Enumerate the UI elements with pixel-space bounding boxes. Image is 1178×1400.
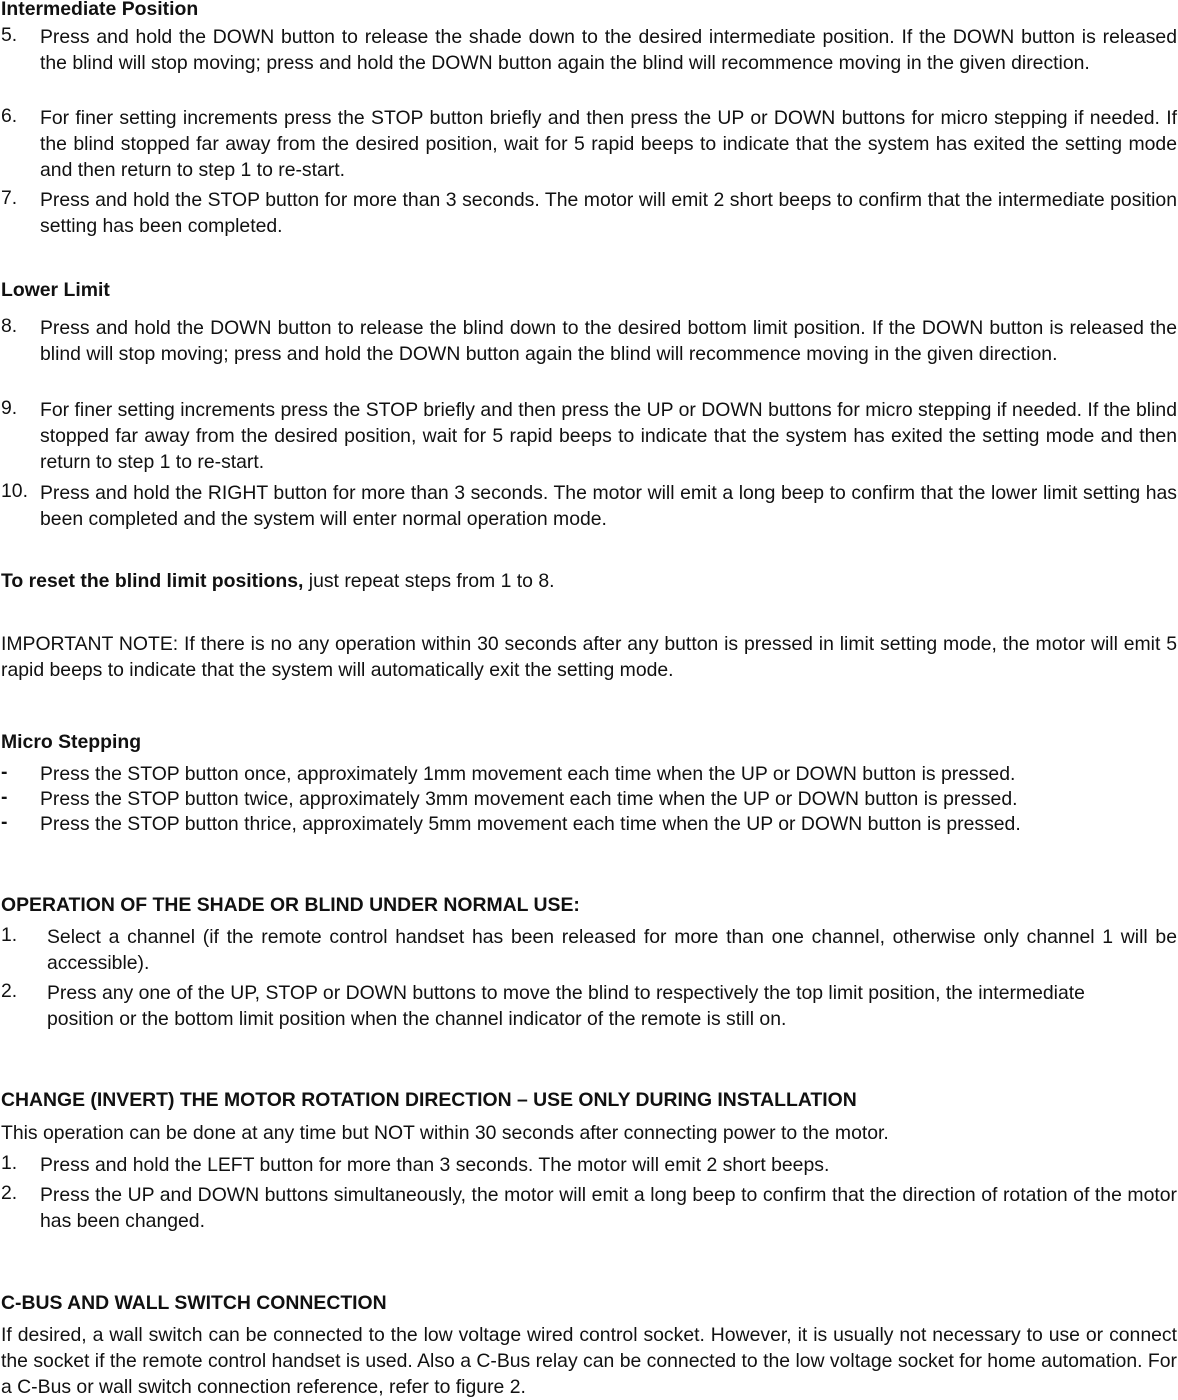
reset-instruction-bold: To reset the blind limit positions,	[1, 570, 304, 592]
bullet-dash: -	[1, 761, 8, 783]
section-heading-cbus: C-BUS AND WALL SWITCH CONNECTION	[1, 1292, 387, 1314]
step-text: Select a channel (if the remote control handset has been released for more than one channel, otherwise only channel 1 will be accessible).	[47, 926, 1177, 974]
step-number: 1.	[1, 1152, 18, 1174]
bullet-text: Press the STOP button once, approximately 1mm movement each time when the UP or DOWN button is pressed.	[40, 763, 1016, 785]
step-number: 7.	[1, 187, 18, 209]
step-text: Press and hold the LEFT button for more than 3 seconds. The motor will emit 2 short beeps.	[40, 1154, 830, 1176]
section-heading-intermediate-position: Intermediate Position	[1, 0, 199, 20]
step-number: 1.	[1, 924, 18, 946]
step-text: Press the UP and DOWN buttons simultaneously, the motor will emit a long beep to confirm that the direction of rotation of the motor has been changed.	[40, 1184, 1177, 1232]
step-text: Press any one of the UP, STOP or DOWN buttons to move the blind to respectively the top limit position, the intermediate position or the bottom limit position when the channel indicator of the remote is still on.	[47, 982, 1085, 1030]
step-text: Press and hold the STOP button for more than 3 seconds. The motor will emit 2 short beeps to confirm that the intermediate position setting has been completed.	[40, 189, 1177, 237]
section-heading-micro-stepping: Micro Stepping	[1, 731, 142, 753]
step-number: 6.	[1, 105, 18, 127]
bullet-dash: -	[1, 786, 8, 808]
section-heading-lower-limit: Lower Limit	[1, 279, 110, 301]
step-number: 5.	[1, 24, 18, 46]
section-heading-invert-direction: CHANGE (INVERT) THE MOTOR ROTATION DIRECTION – USE ONLY DURING INSTALLATION	[1, 1089, 857, 1111]
bullet-text: Press the STOP button twice, approximately 3mm movement each time when the UP or DOWN button is pressed.	[40, 788, 1018, 810]
step-number: 8.	[1, 315, 18, 337]
reset-instruction	[1, 568, 1177, 594]
invert-intro: This operation can be done at any time but NOT within 30 seconds after connecting power to the motor.	[1, 1122, 889, 1144]
step-text: Press and hold the DOWN button to release the shade down to the desired intermediate position. If the DOWN button is released the blind will stop moving; press and hold the DOWN button again the blind will recommence moving in the given direction.	[40, 26, 1177, 74]
bullet-dash: -	[1, 811, 8, 833]
section-heading-operation: OPERATION OF THE SHADE OR BLIND UNDER NORMAL USE:	[1, 894, 580, 916]
cbus-text: If desired, a wall switch can be connected to the low voltage wired control socket. However, it is usually not necessary to use or connect the socket if the remote control handset is used. Also a C-Bus relay can be connected to the low voltage socket for home automation. For a C-Bus or wall switch connection reference, refer to figure 2.	[1, 1324, 1177, 1398]
bullet-text: Press the STOP button thrice, approximately 5mm movement each time when the UP or DOWN button is pressed.	[40, 813, 1021, 835]
step-text: For finer setting increments press the STOP button briefly and then press the UP or DOWN buttons for micro stepping if needed. If the blind stopped far away from the desired position, wait for 5 rapid beeps to indicate that the system has exited the setting mode and then return to step 1 to re-start.	[40, 107, 1177, 181]
step-text: For finer setting increments press the STOP briefly and then press the UP or DOWN buttons for micro stepping if needed. If the blind stopped far away from the desired position, wait for 5 rapid beeps to indicate that the system has exited the setting mode and then return to step 1 to re-start.	[40, 399, 1177, 473]
step-text: Press and hold the DOWN button to release the blind down to the desired bottom limit position. If the DOWN button is released the blind will stop moving; press and hold the DOWN button again the blind will recommence moving in the given direction.	[40, 317, 1177, 365]
important-note: IMPORTANT NOTE: If there is no any operation within 30 seconds after any button is pressed in limit setting mode, the motor will emit 5 rapid beeps to indicate that the system will automatically exit the setting mode.	[1, 633, 1177, 681]
step-number: 2.	[1, 980, 18, 1002]
step-text: Press and hold the RIGHT button for more than 3 seconds. The motor will emit a long beep to confirm that the lower limit setting has been completed and the system will enter normal operation mode.	[40, 482, 1177, 530]
reset-instruction-rest: just repeat steps from 1 to 8.	[303, 570, 555, 592]
step-number: 2.	[1, 1182, 18, 1204]
step-number: 10.	[1, 480, 28, 502]
step-number: 9.	[1, 397, 18, 419]
